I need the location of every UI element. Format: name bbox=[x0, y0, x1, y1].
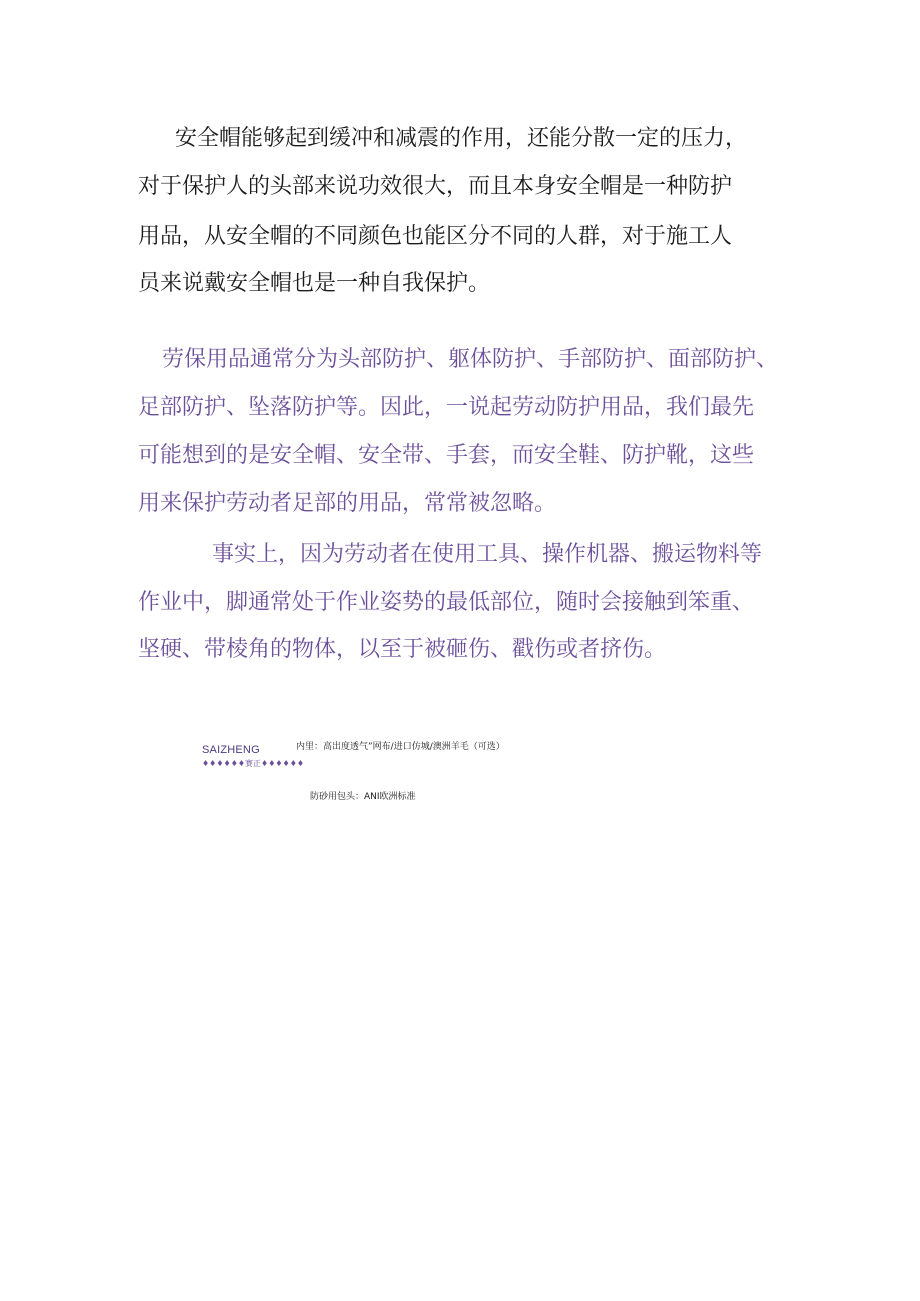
paragraph-1-line-4: 员来说戴安全帽也是一种自我保护。 bbox=[138, 271, 491, 296]
brand-subtitle: ♦♦♦♦♦♦赛正♦♦♦♦♦♦ bbox=[202, 759, 305, 768]
paragraph-1-line-2: 对于保护人的头部来说功效很大，而且本身安全帽是一种防护 bbox=[138, 174, 733, 199]
paragraph-2-line-2: 足部防护、坠落防护等。因此，一说起劳动防护用品，我们最先 bbox=[138, 395, 755, 420]
paragraph-2-line-1: 劳保用品通常分为头部防护、躯体防护、手部防护、面部防护、 bbox=[162, 347, 779, 372]
lining-annotation: 内里：高出度透气”网布/进口仿城/澳洲羊毛（可选） bbox=[296, 742, 505, 752]
paragraph-3-line-2: 作业中，脚通常处于作业姿势的最低部位，随时会接触到笨重、 bbox=[138, 590, 755, 615]
brand-name: SAIZHENG bbox=[202, 744, 260, 756]
paragraph-2-line-4: 用来保护劳动者足部的用品，常常被忽略。 bbox=[138, 491, 557, 516]
paragraph-2-line-3: 可能想到的是安全帽、安全带、手套，而安全鞋、防护靴，这些 bbox=[138, 443, 755, 468]
paragraph-3-line-1: 事实上，因为劳动者在使用工具、操作机器、搬运物料等 bbox=[212, 542, 763, 567]
paragraph-1-line-3: 用品，从安全帽的不同颜色也能区分不同的人群，对于施工人 bbox=[138, 224, 733, 249]
paragraph-3-line-3: 坚硬、带棱角的物体，以至于被砸伤、戳伤或者挤伤。 bbox=[138, 637, 667, 662]
paragraph-1-line-1: 安全帽能够起到缓冲和减震的作用，还能分散一定的压力， bbox=[175, 126, 748, 151]
toecap-annotation: 防砂用包头：ANI欧洲标准 bbox=[310, 792, 416, 802]
